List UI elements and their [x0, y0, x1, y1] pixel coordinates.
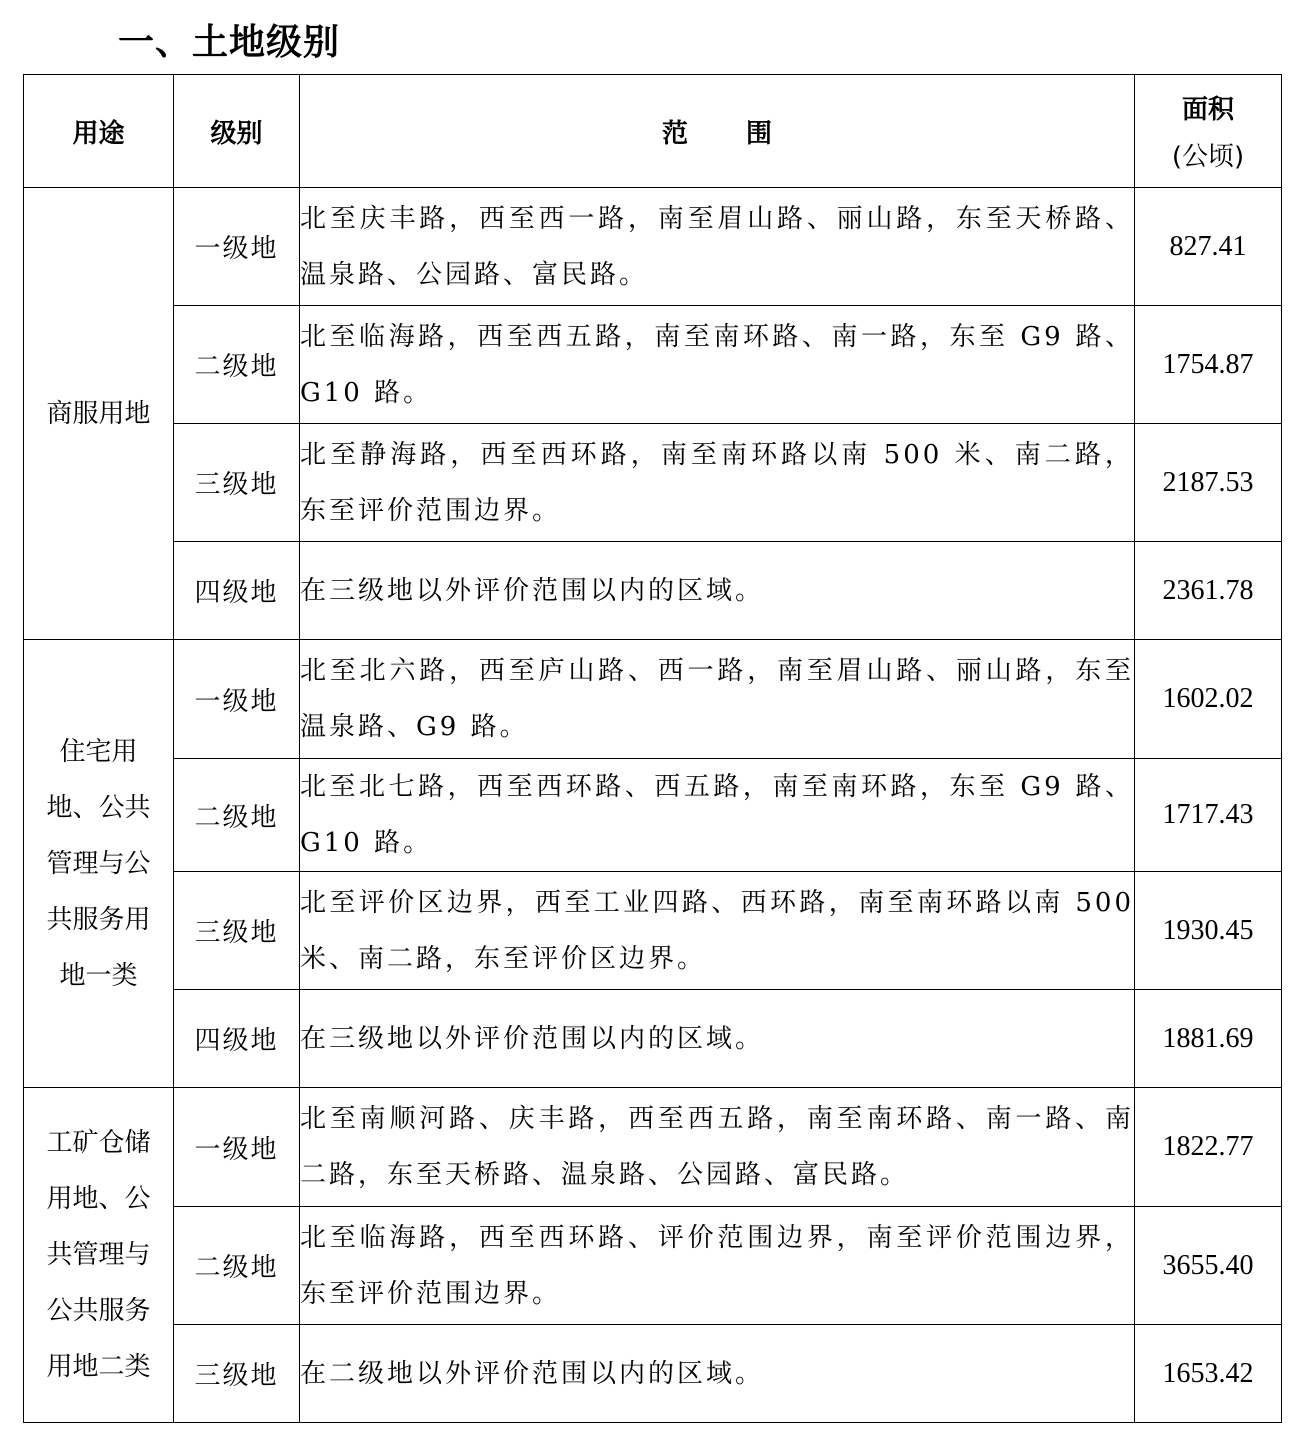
table-row: [24, 1207, 1282, 1325]
table-row: [24, 188, 1282, 306]
header-scope: [300, 75, 1135, 188]
level-cell: 四级地: [174, 542, 300, 640]
area-cell: 1754.87: [1135, 306, 1282, 424]
use-line: 用地二类: [46, 1352, 151, 1382]
level-cell: 一级地: [174, 640, 300, 759]
use-line: 工矿仓储: [46, 1128, 151, 1158]
scope-cell: 北至北七路，西至西环路、西五路，南至南环路，东至 G9 路、G10 路。: [300, 759, 1135, 872]
level-cell: 三级地: [174, 872, 300, 990]
scope-cell: 在三级地以外评价范围以内的区域。: [300, 990, 1135, 1088]
use-cell-residential: [24, 640, 174, 1088]
header-area-unit: (公顷): [1171, 142, 1245, 172]
table-row: [24, 542, 1282, 640]
use-cell-industrial: [24, 1088, 174, 1423]
section-heading: 一、土地级别: [118, 22, 341, 63]
use-line: 共管理与: [46, 1240, 151, 1270]
use-line: 共服务用: [46, 904, 151, 935]
table-row: [24, 872, 1282, 990]
area-cell: 1653.42: [1135, 1325, 1282, 1423]
header-row: [24, 75, 1282, 188]
table-row: [24, 640, 1282, 759]
use-line: 商服用地: [46, 398, 151, 429]
use-line: 用地、公: [46, 1184, 151, 1214]
area-cell: 2187.53: [1135, 424, 1282, 542]
use-line: 地一类: [59, 960, 138, 991]
use-line: 公共服务: [46, 1296, 151, 1326]
header-area: [1135, 75, 1282, 188]
level-cell: 二级地: [174, 1207, 300, 1325]
level-cell: 二级地: [174, 306, 300, 424]
scope-cell: 北至评价区边界，西至工业四路、西环路，南至南环路以南 500 米、南二路，东至评价区边界。: [300, 872, 1135, 990]
area-cell: 3655.40: [1135, 1207, 1282, 1325]
header-level: 级别: [174, 75, 300, 188]
scope-cell: 北至北六路，西至庐山路、西一路，南至眉山路、丽山路，东至温泉路、G9 路。: [300, 640, 1135, 759]
scope-cell: 北至庆丰路，西至西一路，南至眉山路、丽山路，东至天桥路、温泉路、公园路、富民路。: [300, 188, 1135, 306]
land-grade-table: [23, 74, 1282, 1423]
header-use: 用途: [24, 75, 174, 188]
level-cell: 一级地: [174, 1088, 300, 1207]
use-line: 管理与公: [46, 848, 151, 879]
area-cell: 1930.45: [1135, 872, 1282, 990]
area-cell: 827.41: [1135, 188, 1282, 306]
use-line: 地、公共: [46, 792, 151, 823]
scope-cell: 在二级地以外评价范围以内的区域。: [300, 1325, 1135, 1423]
table-row: [24, 1088, 1282, 1207]
scope-cell: 北至临海路，西至西五路，南至南环路、南一路，东至 G9 路、G10 路。: [300, 306, 1135, 424]
table-row: [24, 990, 1282, 1088]
level-cell: 三级地: [174, 1325, 300, 1423]
scope-cell: 北至临海路，西至西环路、评价范围边界，南至评价范围边界，东至评价范围边界。: [300, 1207, 1135, 1325]
header-scope-char-2: 围: [746, 118, 773, 149]
table-row: [24, 424, 1282, 542]
scope-cell: 北至南顺河路、庆丰路，西至西五路，南至南环路、南一路、南二路，东至天桥路、温泉路、公园路、富民路。: [300, 1088, 1135, 1207]
area-cell: 2361.78: [1135, 542, 1282, 640]
use-cell-commercial: [24, 188, 174, 640]
use-line: 住宅用: [59, 736, 138, 767]
table-row: [24, 306, 1282, 424]
level-cell: 一级地: [174, 188, 300, 306]
level-cell: 三级地: [174, 424, 300, 542]
area-cell: 1881.69: [1135, 990, 1282, 1088]
table-row: [24, 1325, 1282, 1423]
header-area-title: 面积: [1181, 95, 1234, 125]
table-row: [24, 759, 1282, 872]
area-cell: 1602.02: [1135, 640, 1282, 759]
area-cell: 1717.43: [1135, 759, 1282, 872]
level-cell: 四级地: [174, 990, 300, 1088]
area-cell: 1822.77: [1135, 1088, 1282, 1207]
level-cell: 二级地: [174, 759, 300, 872]
scope-cell: 北至静海路，西至西环路，南至南环路以南 500 米、南二路，东至评价范围边界。: [300, 424, 1135, 542]
header-scope-char-1: 范: [661, 118, 688, 149]
scope-cell: 在三级地以外评价范围以内的区域。: [300, 542, 1135, 640]
